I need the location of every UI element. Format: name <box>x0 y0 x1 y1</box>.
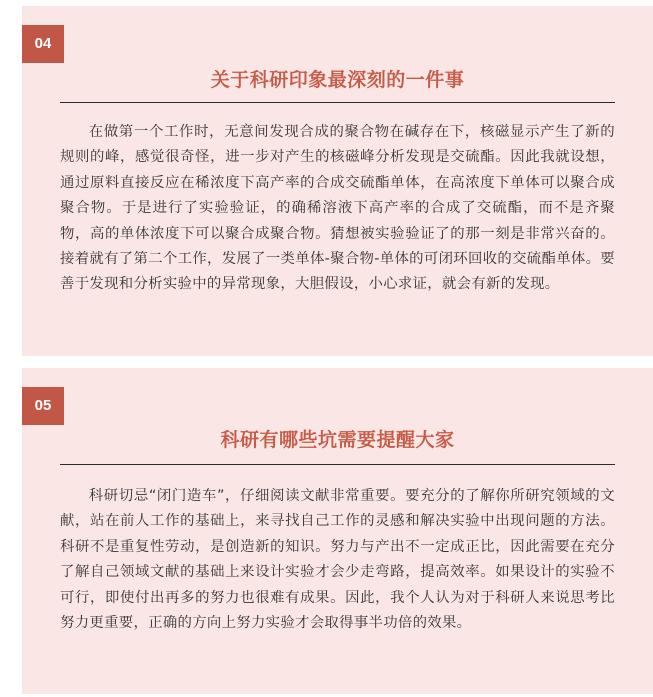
section-body-text: 科研切忌“闭门造车”，仔细阅读文献非常重要。要充分的了解你所研究领域的文献，站在前人工作的基础上，来寻找自己工作的灵感和解决实验中出现问题的方法。科研不是重复性劳动，是创造新的知识。努力与产出不一定成正比，因此需要在充分了解自己领域文献的基础上来设计实验才会少走弯路，提高效率。如果设计的实验不可行，即使付出再多的努力也很难有成果。因此，我个人认为对于科研人来说思考比努力更重要，正确的方向上努力实验才会取得事半功倍的效果。 <box>60 488 615 632</box>
section-card-05 <box>22 368 653 694</box>
section-number-badge: 04 <box>22 25 64 63</box>
title-divider <box>60 102 615 103</box>
section-body-text: 在做第一个工作时，无意间发现合成的聚合物在碱存在下，核磁显示产生了新的规则的峰，感觉很奇怪，进一步对产生的核磁峰分析发现是交硫酯。因此我就设想，通过原料直接反应在稀浓度下高产率的合成交硫酯单体，在高浓度下单体可以聚合成聚合物。于是进行了实验验证，的确稀溶液下高产率的合成了交硫酯，而不是齐聚物，高的单体浓度下可以聚合成聚合物。猜想被实验验证了的那一刻是非常兴奋的。接着就有了第二个工作，发展了一类单体-聚合物-单体的可闭环回收的交硫酯单体。要善于发现和分析实验中的异常现象，大胆假设，小心求证，就会有新的发现。 <box>60 124 615 293</box>
section-card-04 <box>22 6 653 356</box>
section-title: 关于科研印象最深刻的一件事 <box>210 69 465 91</box>
section-title: 科研有哪些坑需要提醒大家 <box>220 429 455 451</box>
section-number-badge: 05 <box>22 387 64 425</box>
title-divider <box>60 464 615 465</box>
